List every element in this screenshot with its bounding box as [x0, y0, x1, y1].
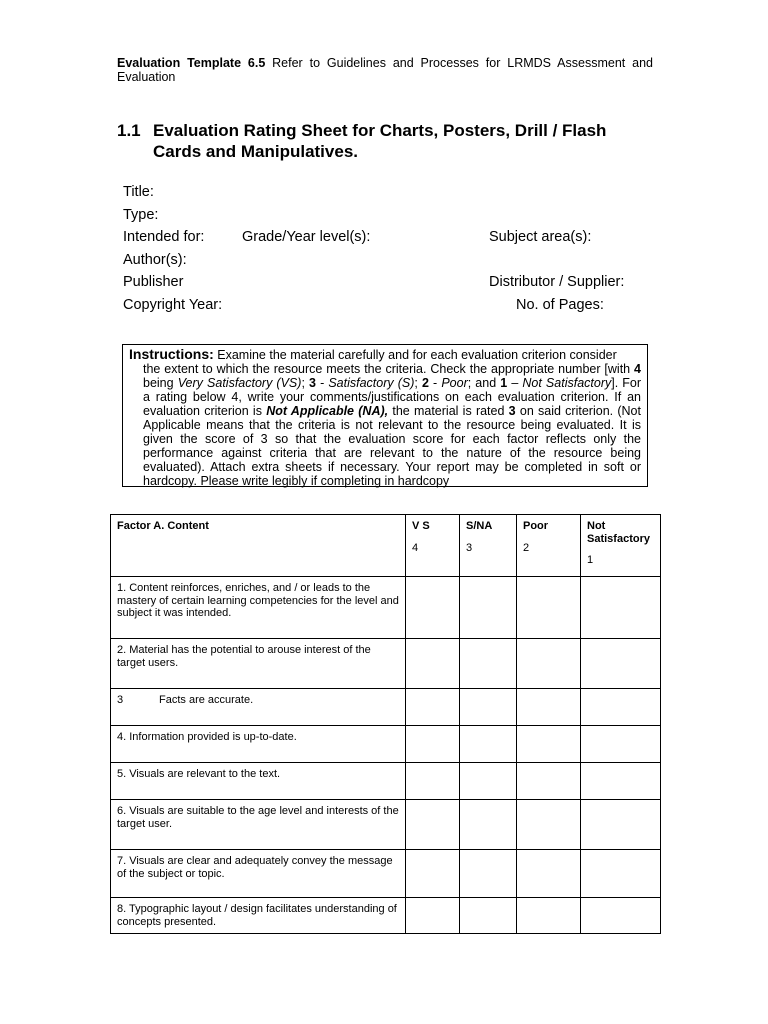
rating-cell-ns[interactable]: [581, 800, 661, 850]
header-note-text: Refer to Guidelines and Processes for LRMDS Assessment and Evaluation: [117, 56, 653, 84]
header-vs: V S 4: [406, 515, 460, 577]
rating-cell-vs[interactable]: [406, 577, 460, 639]
meta-pages-label: No. of Pages:: [516, 297, 604, 313]
meta-copyright-label: Copyright Year:: [123, 297, 223, 313]
meta-authors-label: Author(s):: [123, 252, 187, 268]
rating-cell-vs[interactable]: [406, 639, 460, 689]
meta-distributor-label: Distributor / Supplier:: [489, 274, 625, 290]
table-row: [111, 726, 661, 763]
rating-cell-poor[interactable]: [517, 577, 581, 639]
table-row: [111, 577, 661, 639]
criterion-4: 4. Information provided is up-to-date.: [111, 726, 406, 763]
section-title-line1: Evaluation Rating Sheet for Charts, Posters, Drill / Flash: [153, 121, 607, 140]
section-title-line2: Cards and Manipulatives.: [153, 142, 358, 161]
meta-publisher-label: Publisher: [123, 274, 184, 290]
rating-cell-poor[interactable]: [517, 800, 581, 850]
rating-cell-poor[interactable]: [517, 850, 581, 898]
criterion-6: 6. Visuals are suitable to the age level and interests of the target user.: [111, 800, 406, 850]
table-row: [111, 639, 661, 689]
rating-cell-sna[interactable]: [460, 850, 517, 898]
rating-cell-sna[interactable]: [460, 577, 517, 639]
header-note: [117, 56, 653, 84]
criterion-8: 8. Typographic layout / design facilitates understanding of concepts presented.: [111, 898, 406, 934]
criterion-1: 1. Content reinforces, enriches, and / or leads to the mastery of certain learning competencies for the level and subject it was intended.: [111, 577, 406, 639]
instructions-lead: Instructions:: [129, 346, 214, 362]
rating-cell-vs[interactable]: [406, 850, 460, 898]
header-sna: S/NA 3: [460, 515, 517, 577]
meta-type-label: Type:: [123, 207, 159, 223]
rating-cell-ns[interactable]: [581, 689, 661, 726]
instructions-box: [122, 344, 648, 487]
criterion-7: 7. Visuals are clear and adequately convey the message of the subject or topic.: [111, 850, 406, 898]
section-number: 1.1: [117, 121, 141, 140]
template-label: Evaluation Template 6.5: [117, 56, 266, 70]
rating-cell-sna[interactable]: [460, 639, 517, 689]
rating-cell-ns[interactable]: [581, 898, 661, 934]
rating-cell-vs[interactable]: [406, 726, 460, 763]
rating-cell-ns[interactable]: [581, 763, 661, 800]
criterion-5: 5. Visuals are relevant to the text.: [111, 763, 406, 800]
criterion-3: 3 Facts are accurate.: [111, 689, 406, 726]
rating-cell-poor[interactable]: [517, 689, 581, 726]
rating-cell-ns[interactable]: [581, 850, 661, 898]
criterion-2: 2. Material has the potential to arouse interest of the target users.: [111, 639, 406, 689]
section-title: [117, 120, 677, 162]
meta-intended-label: Intended for:: [123, 229, 205, 245]
table-row: [111, 763, 661, 800]
rating-cell-sna[interactable]: [460, 763, 517, 800]
header-factor: Factor A. Content: [111, 515, 406, 577]
table-header-row: [111, 515, 661, 577]
meta-title-label: Title:: [123, 184, 154, 200]
rating-cell-vs[interactable]: [406, 689, 460, 726]
header-not-satisfactory: Not Satisfactory 1: [581, 515, 661, 577]
table-row: [111, 898, 661, 934]
table-row: [111, 689, 661, 726]
rating-cell-vs[interactable]: [406, 800, 460, 850]
rating-cell-ns[interactable]: [581, 639, 661, 689]
rating-cell-poor[interactable]: [517, 639, 581, 689]
rating-cell-vs[interactable]: [406, 898, 460, 934]
rating-cell-vs[interactable]: [406, 763, 460, 800]
rating-cell-poor[interactable]: [517, 763, 581, 800]
rating-cell-ns[interactable]: [581, 726, 661, 763]
rating-cell-sna[interactable]: [460, 800, 517, 850]
instructions-body: the extent to which the resource meets the criteria. Check the appropriate number [with 4 being Very Satisfactory (VS); 3 - Satisfactory (S); 2 - Poor; and 1 – Not Satisfactory]. For a rating below 4, write your comments/justifications on each evaluation criterion. If an evaluation criterion is Not Applicable (NA), the material is rated 3 on said criterion. (Not Applicable means that the criteria is not relevant to the resource being evaluated. It is given the score of 3 so that the evaluation score for each factor reflects only the performance against criteria that are relevant to the nature of the resource being evaluated). Attach extra sheets if necessary. Your report may be completed in soft or hardcopy. Please write legibly if completing in hardcopy: [143, 362, 642, 488]
rating-cell-sna[interactable]: [460, 689, 517, 726]
rating-cell-sna[interactable]: [460, 726, 517, 763]
table-row: [111, 800, 661, 850]
instructions-text: Examine the material carefully and for each evaluation criterion consider: [213, 348, 617, 362]
rating-cell-poor[interactable]: [517, 726, 581, 763]
rating-cell-poor[interactable]: [517, 898, 581, 934]
evaluation-table: [110, 514, 661, 934]
rating-cell-ns[interactable]: [581, 577, 661, 639]
meta-subject-label: Subject area(s):: [489, 229, 592, 245]
rating-cell-sna[interactable]: [460, 898, 517, 934]
header-poor: Poor 2: [517, 515, 581, 577]
meta-grade-label: Grade/Year level(s):: [242, 229, 371, 245]
table-row: [111, 850, 661, 898]
